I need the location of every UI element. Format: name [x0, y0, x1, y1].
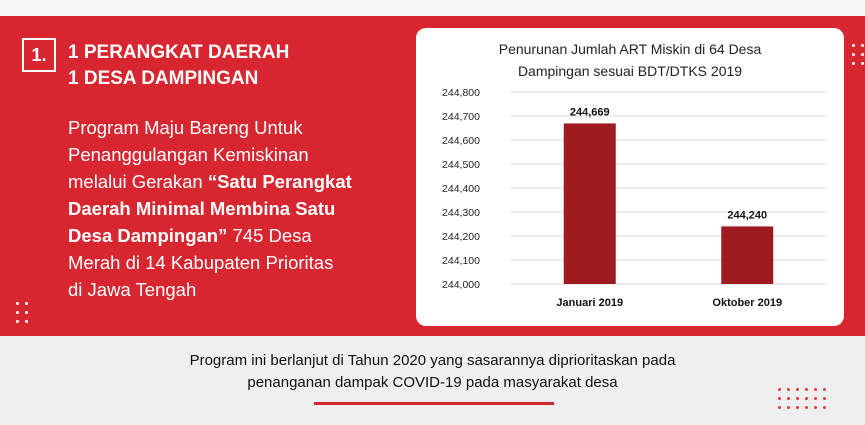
x-category-label: Oktober 2019	[712, 297, 783, 309]
chart-title-line-1: Penurunan Jumlah ART Miskin di 64 Desa	[498, 41, 762, 57]
desc-bold-text: “Satu Perangkat	[207, 171, 352, 192]
y-tick-label: 244,600	[442, 135, 480, 147]
bar-value-label: 244,669	[569, 106, 610, 119]
y-tick-label: 244,700	[442, 111, 480, 123]
heading-line-2: 1 DESA DAMPINGAN	[68, 68, 259, 89]
desc-line	[68, 195, 388, 222]
decorative-dots-right	[852, 44, 864, 65]
y-tick-label: 244,100	[442, 255, 480, 267]
desc-bold-text: Daerah Minimal Membina Satu	[68, 198, 336, 219]
desc-line	[68, 168, 388, 195]
decorative-dots-left	[16, 302, 28, 323]
y-tick-label: 244,400	[442, 183, 480, 195]
chart-card	[416, 28, 844, 326]
desc-line: Penanggulangan Kemiskinan	[68, 144, 309, 165]
section-number-badge: 1.	[22, 38, 56, 72]
desc-line: di Jawa Tengah	[68, 279, 197, 300]
footer-underline	[314, 402, 554, 405]
footer-note	[0, 350, 865, 394]
x-category-label: Januari 2019	[556, 297, 624, 309]
chart-title-line-2: Dampingan sesuai BDT/DTKS 2019	[517, 63, 743, 79]
program-description	[68, 114, 388, 303]
y-tick-label: 244,300	[442, 207, 480, 219]
footer-line-1: Program ini berlanjut di Tahun 2020 yang sasarannya diprioritaskan pada	[189, 352, 676, 369]
bar-value-label: 244,240	[727, 209, 768, 222]
bar	[564, 123, 616, 284]
y-tick-label: 244,000	[442, 279, 480, 291]
decorative-dots-bottom	[778, 388, 826, 409]
top-strip	[0, 0, 865, 16]
y-tick-label: 244,500	[442, 159, 480, 171]
bar-chart	[416, 28, 844, 326]
bar	[721, 226, 773, 284]
desc-line: Merah di 14 Kabupaten Prioritas	[68, 252, 334, 273]
y-tick-label: 244,800	[442, 87, 480, 99]
desc-bold-text: Desa Dampingan”	[68, 225, 228, 246]
section-heading	[68, 40, 289, 92]
desc-text: 745 Desa	[227, 225, 312, 246]
desc-text: melalui Gerakan	[68, 171, 208, 192]
footer-line-2: penanganan dampak COVID-19 pada masyarakat desa	[247, 374, 618, 391]
y-tick-label: 244,200	[442, 231, 480, 243]
desc-line: Program Maju Bareng Untuk	[68, 117, 303, 138]
heading-line-1: 1 PERANGKAT DAERAH	[68, 42, 290, 63]
desc-line	[68, 222, 388, 249]
